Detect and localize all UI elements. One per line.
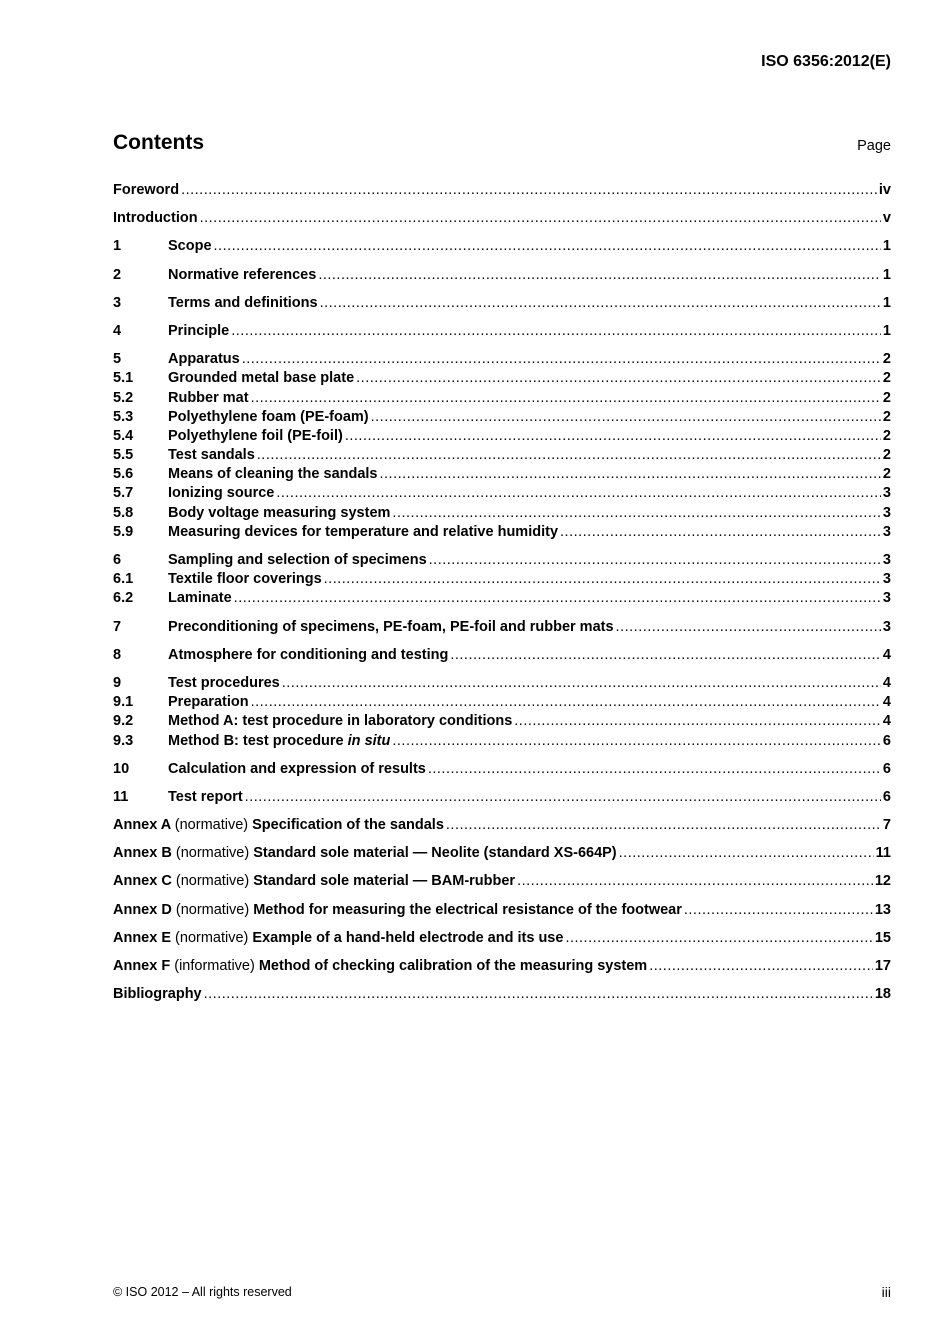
- dot-leader: [276, 484, 881, 503]
- toc-entry[interactable]: [113, 322, 891, 341]
- toc-entry[interactable]: [113, 408, 891, 427]
- toc-entry[interactable]: [113, 844, 891, 863]
- toc-entry-label: Example of a hand-held electrode and its use: [252, 929, 564, 946]
- toc-entry-label: Means of cleaning the sandals: [168, 466, 378, 483]
- toc-entry-number: 4: [113, 322, 122, 339]
- toc-entry-label: Introduction: [113, 210, 198, 227]
- toc-entry-label-italic: in situ: [347, 732, 391, 749]
- toc-entry-number: 11: [113, 788, 129, 805]
- toc-entry-page: 2: [882, 408, 891, 425]
- dot-leader: [616, 618, 881, 637]
- toc-entry-label: Specification of the sandals: [252, 817, 444, 834]
- annex-id: Annex B: [113, 845, 172, 862]
- toc-entry-number: 5.6: [113, 466, 134, 483]
- toc-entry-number: 5.5: [113, 447, 134, 464]
- toc-entry-number: 6: [113, 552, 122, 568]
- toc-entry-title[interactable]: [168, 408, 369, 427]
- toc-entry-label: Preconditioning of specimens, PE-foam, PE-foil and rubber mats: [168, 618, 614, 635]
- dot-leader: [560, 523, 881, 542]
- toc-entry[interactable]: [113, 646, 891, 665]
- toc-entry-page: 2: [882, 447, 891, 464]
- toc-entry[interactable]: [113, 985, 891, 1004]
- toc-entry[interactable]: [113, 551, 891, 570]
- toc-entry-page: 2: [882, 389, 891, 406]
- toc-entry-title[interactable]: [168, 523, 558, 542]
- toc-entry-title[interactable]: [168, 788, 243, 807]
- toc-entry[interactable]: [113, 589, 891, 608]
- toc-entry[interactable]: [113, 901, 891, 920]
- toc-entry-page: 17: [874, 958, 891, 974]
- contents-title: Contents: [113, 131, 204, 154]
- toc-entry-number: 5.3: [113, 408, 134, 425]
- toc-entry-page: 11: [875, 845, 891, 862]
- toc-entry-page: 1: [882, 238, 891, 255]
- toc-entry[interactable]: [113, 788, 891, 807]
- toc-entry-number: 10: [113, 760, 130, 777]
- toc-entry-page: 3: [882, 590, 891, 607]
- toc-entry-label: Measuring devices for temperature and relative humidity: [168, 523, 559, 540]
- toc-entry-page: 3: [882, 552, 891, 568]
- toc-entry-label: Standard sole material — Neolite (standard XS-664P): [253, 845, 617, 862]
- toc-entry[interactable]: [113, 523, 891, 542]
- toc-entry-title[interactable]: [168, 446, 255, 465]
- toc-entry-page: 1: [882, 322, 891, 339]
- toc-entry[interactable]: [113, 760, 891, 779]
- toc-entry-number: 5.9: [113, 523, 134, 540]
- dot-leader: [200, 209, 881, 228]
- toc-entry-number: 2: [113, 266, 122, 283]
- dot-leader: [242, 350, 881, 369]
- toc-entry[interactable]: [113, 570, 891, 589]
- dot-leader: [446, 816, 881, 835]
- toc-entry[interactable]: [113, 929, 891, 948]
- toc-entry-page: 1: [882, 294, 891, 311]
- toc-entry-page: 2: [882, 370, 891, 387]
- toc-entry-label: Body voltage measuring system: [168, 504, 391, 521]
- dot-leader: [345, 427, 881, 446]
- annex-kind: (normative): [175, 901, 250, 918]
- toc-entry-label: Calculation and expression of results: [168, 760, 426, 777]
- toc-entry[interactable]: [113, 446, 891, 465]
- toc-entry-title[interactable]: [168, 484, 274, 503]
- toc-entry[interactable]: [113, 712, 891, 731]
- toc-entry-title[interactable]: [168, 674, 280, 693]
- toc-entry-title[interactable]: [113, 872, 515, 891]
- toc-entry-label: Apparatus: [168, 351, 240, 368]
- toc-entry-page: 15: [874, 929, 891, 946]
- toc-entry[interactable]: [113, 266, 891, 285]
- toc-entry-label: Laminate: [168, 590, 232, 607]
- toc-entry-label: Normative references: [168, 266, 317, 283]
- annex-id: Annex E: [113, 929, 172, 946]
- toc-entry-title[interactable]: [168, 266, 316, 285]
- toc-entry-page: 6: [882, 760, 891, 777]
- toc-entry-title[interactable]: [113, 816, 444, 835]
- toc-entry-title[interactable]: [168, 369, 354, 388]
- toc-entry-label: Grounded metal base plate: [168, 370, 355, 387]
- annex-kind: (normative): [175, 929, 249, 946]
- toc-entry-title[interactable]: [168, 760, 426, 779]
- toc-entry-number: 9.1: [113, 694, 134, 711]
- dot-leader: [324, 570, 881, 589]
- toc-entry-page: 3: [882, 523, 891, 540]
- toc-entry-number: 8: [113, 646, 122, 663]
- dot-leader: [371, 408, 881, 427]
- toc-entry-number: 5.7: [113, 485, 134, 502]
- toc-entry-number: 6.1: [113, 571, 134, 588]
- toc-entry[interactable]: [113, 872, 891, 891]
- toc-entry-page: 6: [882, 788, 891, 805]
- toc-entry[interactable]: [113, 389, 891, 408]
- toc-entry-page: 4: [882, 694, 891, 711]
- toc-entry-title[interactable]: [168, 570, 322, 589]
- toc-entry[interactable]: [113, 350, 891, 369]
- dot-leader: [517, 872, 873, 891]
- annex-kind: (normative): [175, 873, 250, 890]
- toc-entry-label: Ionizing source: [168, 485, 275, 502]
- toc-entry-number: 1: [113, 238, 122, 255]
- toc-entry-page: 3: [882, 504, 891, 521]
- dot-leader: [428, 760, 881, 779]
- dot-leader: [619, 844, 874, 863]
- toc-entry-title[interactable]: [168, 732, 390, 751]
- toc-entry-title[interactable]: [168, 322, 229, 341]
- annex-id: Annex F: [113, 958, 171, 974]
- toc-entry-number: 6.2: [113, 590, 134, 607]
- toc-entry-title[interactable]: [168, 427, 343, 446]
- toc-entry-number: 5.1: [113, 370, 134, 387]
- toc-entry[interactable]: [113, 957, 891, 976]
- toc-entry-label: Scope: [168, 238, 212, 255]
- toc-entry-label: Method A: test procedure in laboratory conditions: [168, 713, 513, 730]
- toc-entry[interactable]: [113, 618, 891, 637]
- toc-entry-title[interactable]: [168, 465, 378, 484]
- annex-id: Annex A: [113, 817, 171, 834]
- toc-entry-page: 3: [882, 618, 891, 635]
- toc-entry-page: 3: [882, 485, 891, 502]
- toc-entry[interactable]: [113, 237, 891, 256]
- toc-entry-number: 9.2: [113, 713, 134, 730]
- toc-entry-title[interactable]: [168, 693, 249, 712]
- toc-entry-page: 4: [882, 713, 891, 730]
- toc-entry-page: 2: [882, 351, 891, 368]
- annex-id: Annex C: [113, 873, 172, 890]
- toc-entry-label: Foreword: [113, 182, 180, 198]
- dot-leader: [251, 389, 881, 408]
- toc-entry-number: 9.3: [113, 732, 134, 749]
- toc-entry-page: 4: [882, 674, 891, 691]
- dot-leader: [514, 712, 881, 731]
- dot-leader: [282, 674, 881, 693]
- toc-entry-page: 3: [882, 571, 891, 588]
- toc-entry-title[interactable]: [113, 929, 563, 948]
- toc-entry-label: Textile floor coverings: [168, 571, 322, 588]
- toc-entry[interactable]: [113, 427, 891, 446]
- toc-entry-label: Test sandals: [168, 447, 255, 464]
- dot-leader: [245, 788, 881, 807]
- dot-leader: [450, 646, 881, 665]
- toc-entry-label: Preparation: [168, 694, 249, 711]
- toc-entry-page: iv: [878, 182, 891, 198]
- toc-entry-label: Terms and definitions: [168, 294, 318, 311]
- toc-entry-title[interactable]: [113, 901, 682, 920]
- dot-leader: [429, 551, 881, 570]
- toc-entry[interactable]: [113, 181, 891, 200]
- dot-leader: [204, 985, 873, 1004]
- toc-entry-page: 2: [882, 427, 891, 444]
- toc-entry-title[interactable]: [168, 504, 390, 523]
- annex-kind: (normative): [174, 817, 249, 834]
- dot-leader: [649, 957, 873, 976]
- toc-entry-number: 5.4: [113, 427, 134, 444]
- toc-entry-label: Method for measuring the electrical resistance of the footwear: [253, 901, 682, 918]
- annex-id: Annex D: [113, 901, 172, 918]
- toc-entry-page: v: [882, 210, 891, 227]
- annex-kind: (normative): [175, 845, 250, 862]
- page-number: iii: [881, 1284, 891, 1300]
- toc-entry[interactable]: [113, 732, 891, 751]
- toc-entry-number: 9: [113, 674, 122, 691]
- toc-entry-label: Test procedures: [168, 674, 280, 691]
- toc-entry-number: 5.8: [113, 504, 134, 521]
- toc-entry-title[interactable]: [168, 350, 240, 369]
- toc-entry-title[interactable]: [168, 618, 614, 637]
- toc-entry-number: 5.2: [113, 389, 134, 406]
- toc-entry-label: Atmosphere for conditioning and testing: [168, 646, 449, 663]
- dot-leader: [234, 589, 881, 608]
- toc-entry[interactable]: [113, 369, 891, 388]
- toc-entry-label: Rubber mat: [168, 389, 249, 406]
- toc-entry-label: Polyethylene foil (PE-foil): [168, 427, 343, 444]
- toc-entry-page: 4: [882, 646, 891, 663]
- dot-leader: [392, 504, 881, 523]
- dot-leader: [380, 465, 881, 484]
- toc-entry-number: 3: [113, 294, 122, 311]
- toc-entry-title[interactable]: [168, 551, 427, 570]
- toc-entry[interactable]: [113, 465, 891, 484]
- toc-entry-title[interactable]: [113, 209, 198, 228]
- dot-leader: [231, 322, 881, 341]
- page-column-label: Page: [857, 138, 891, 154]
- dot-leader: [356, 369, 881, 388]
- toc-entry-number: 5: [113, 351, 122, 368]
- toc-entry-title[interactable]: [113, 985, 202, 1004]
- contents-header: [113, 131, 891, 155]
- dot-leader: [320, 294, 881, 313]
- toc-entry[interactable]: [113, 816, 891, 835]
- toc-entry-number: 7: [113, 618, 122, 635]
- toc-entry-label: Method B: test procedure: [168, 732, 344, 749]
- toc-entry-title[interactable]: [113, 844, 617, 863]
- toc-entry-page: 13: [874, 901, 891, 918]
- dot-leader: [251, 693, 881, 712]
- toc-entry-page: 1: [882, 266, 891, 283]
- dot-leader: [318, 266, 881, 285]
- toc-entry[interactable]: [113, 674, 891, 693]
- toc-entry-label: Sampling and selection of specimens: [168, 552, 427, 568]
- copyright-notice: © ISO 2012 – All rights reserved: [113, 1285, 292, 1299]
- toc-entry-label: Polyethylene foam (PE-foam): [168, 408, 369, 425]
- toc-entry-title[interactable]: [168, 589, 232, 608]
- toc-entry-title[interactable]: [168, 712, 512, 731]
- dot-leader: [392, 732, 881, 751]
- toc-entry-title[interactable]: [168, 646, 448, 665]
- toc-entry-page: 2: [882, 466, 891, 483]
- annex-kind: (informative): [174, 958, 255, 974]
- dot-leader: [214, 237, 881, 256]
- toc-entry-title[interactable]: [113, 957, 647, 976]
- toc-entry-title[interactable]: [113, 181, 179, 200]
- toc-entry-label: Bibliography: [113, 986, 202, 1003]
- toc-entry[interactable]: [113, 504, 891, 523]
- toc-entry-label: Principle: [168, 322, 230, 339]
- toc-entry-title[interactable]: [168, 389, 249, 408]
- dot-leader: [565, 929, 872, 948]
- toc-entry[interactable]: [113, 209, 891, 228]
- document-id: ISO 6356:2012(E): [761, 53, 891, 70]
- toc-entry-title[interactable]: [168, 294, 318, 313]
- toc-entry-page: 6: [882, 732, 891, 749]
- toc-entry-page: 18: [874, 986, 891, 1003]
- dot-leader: [181, 181, 877, 200]
- toc-entry[interactable]: [113, 484, 891, 503]
- toc-entry-page: 12: [874, 873, 891, 890]
- toc-entry-label: Standard sole material — BAM-rubber: [253, 873, 516, 890]
- toc-entry[interactable]: [113, 693, 891, 712]
- dot-leader: [684, 901, 873, 920]
- toc-entry-title[interactable]: [168, 237, 212, 256]
- toc-entry-page: 7: [882, 817, 891, 834]
- toc-entry[interactable]: [113, 294, 891, 313]
- toc-entry-label: Method of checking calibration of the measuring system: [258, 958, 648, 974]
- toc-entry-label: Test report: [168, 788, 243, 805]
- dot-leader: [257, 446, 881, 465]
- table-of-contents: [113, 181, 891, 1004]
